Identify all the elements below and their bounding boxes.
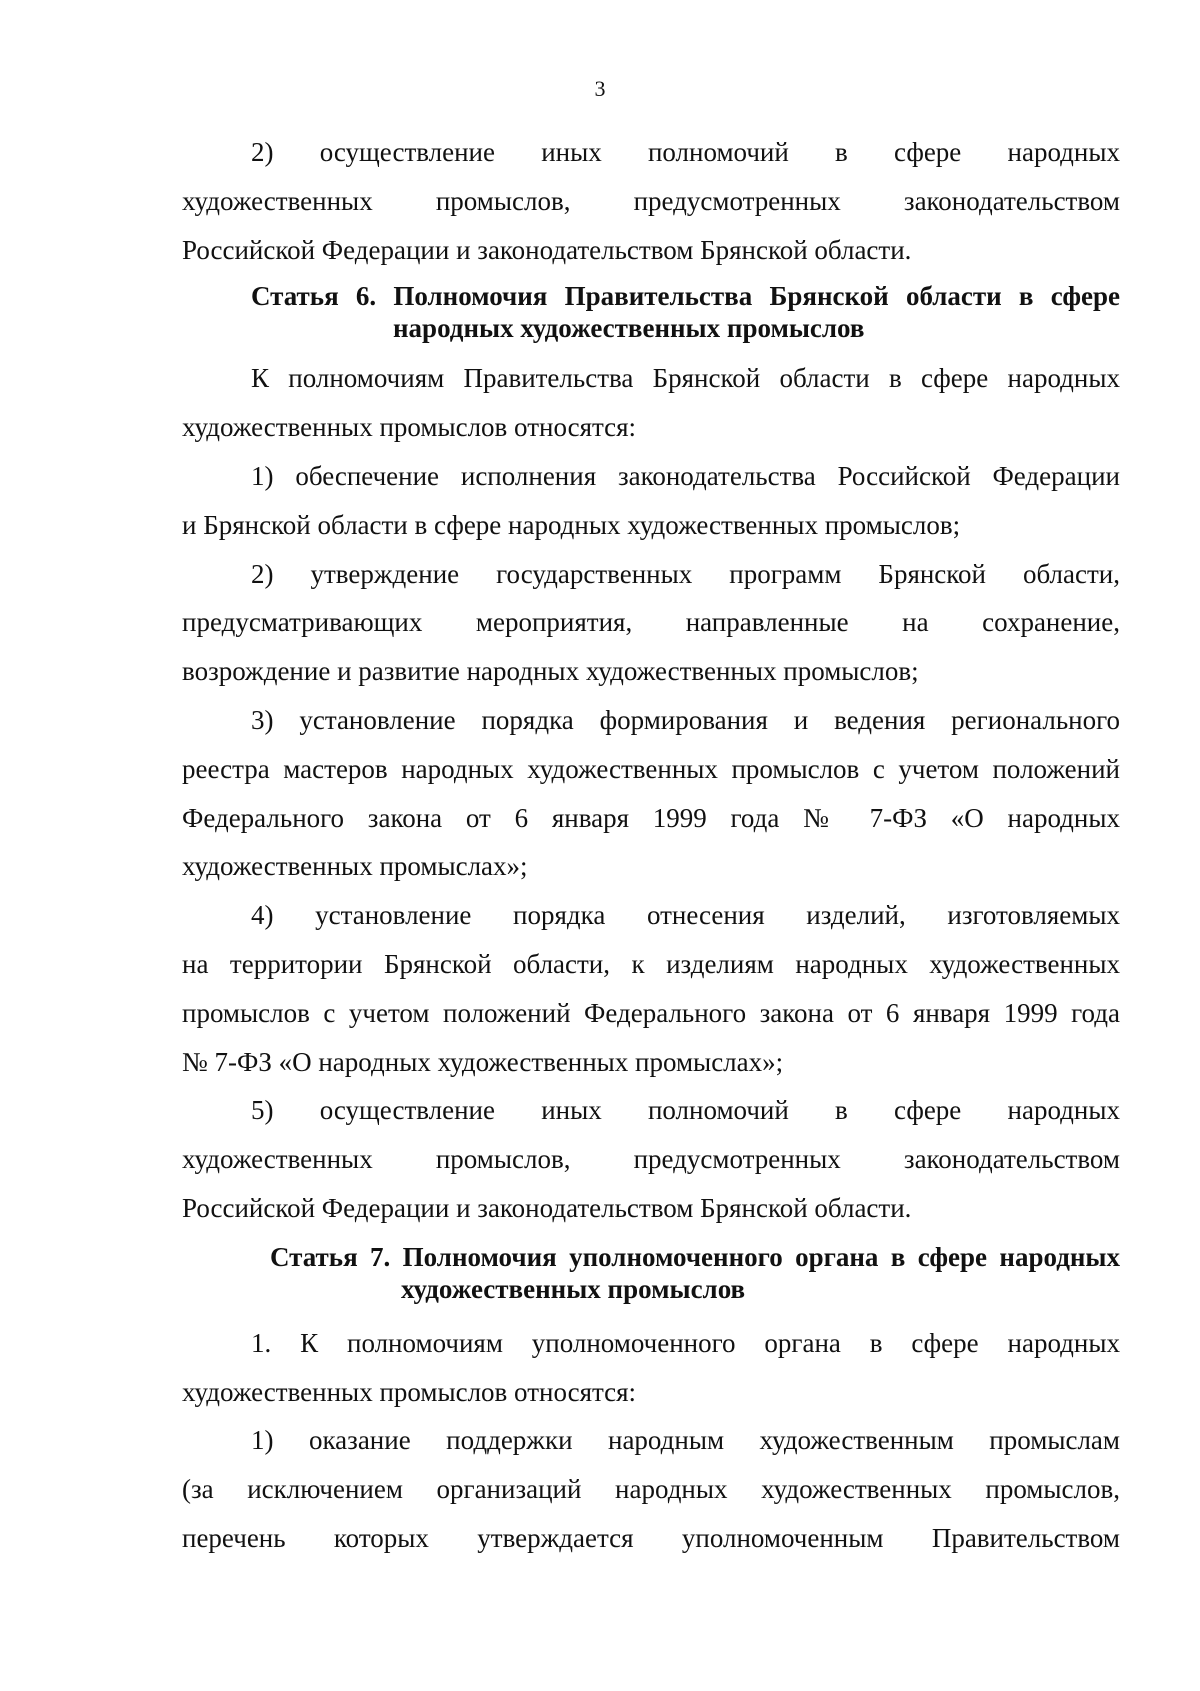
paragraph-line: 1. К полномочиям уполномоченного органа в сфере народных <box>251 1327 1120 1358</box>
list-item <box>182 550 1120 696</box>
paragraph-line: художественных промыслах»; <box>182 851 528 882</box>
paragraph-line: № 7-ФЗ «О народных художественных промыслах»; <box>182 1046 784 1077</box>
paragraph-line: промыслов с учетом положений Федерального закона от 6 января 1999 года <box>182 997 1120 1028</box>
paragraph-line: предусматривающих мероприятия, направленные на сохранение, <box>182 607 1120 638</box>
paragraph-line: К полномочиям Правительства Брянской области в сфере народных <box>251 363 1120 394</box>
list-item <box>182 128 1120 274</box>
paragraph-line: 1) оказание поддержки народным художественным промыслам <box>251 1425 1120 1456</box>
document-body <box>182 128 1120 1563</box>
article-heading-line: Статья 7. Полномочия уполномоченного органа в сфере народных <box>270 1241 1120 1272</box>
paragraph-line: Российской Федерации и законодательством Брянской области. <box>182 234 912 265</box>
paragraph-line: реестра мастеров народных художественных промыслов с учетом положений <box>182 753 1120 784</box>
paragraph-line: художественных промыслов, предусмотренных законодательством <box>182 185 1120 216</box>
list-item <box>182 452 1120 550</box>
paragraph-line: 3) установление порядка формирования и ведения регионального <box>251 704 1120 735</box>
paragraph-line: перечень которых утверждается уполномоченным Правительством <box>182 1522 1120 1553</box>
paragraph-line: 1) обеспечение исполнения законодательства Российской Федерации <box>251 460 1120 491</box>
paragraph-line: 5) осуществление иных полномочий в сфере народных <box>251 1095 1120 1126</box>
paragraph-line: художественных промыслов относятся: <box>182 412 637 443</box>
article-7-intro <box>182 1319 1120 1417</box>
paragraph-line: Российской Федерации и законодательством Брянской области. <box>182 1192 912 1223</box>
paragraph-line: Федерального закона от 6 января 1999 года № 7-ФЗ «О народных <box>182 802 1120 833</box>
paragraph-line: 2) осуществление иных полномочий в сфере народных <box>251 137 1120 167</box>
list-item <box>182 696 1120 891</box>
article-heading-line: народных художественных промыслов <box>393 313 865 344</box>
list-item <box>182 1416 1120 1562</box>
paragraph-line: художественных промыслов относятся: <box>182 1376 637 1407</box>
paragraph-line: 2) утверждение государственных программ Брянской области, <box>251 558 1120 589</box>
article-heading-line: художественных промыслов <box>401 1273 746 1304</box>
paragraph-line: на территории Брянской области, к изделиям народных художественных <box>182 948 1120 979</box>
paragraph-line: 4) установление порядка отнесения изделий, изготовляемых <box>251 900 1120 931</box>
article-7-heading <box>182 1241 1120 1305</box>
article-heading-line: Статья 6. Полномочия Правительства Брянской области в сфере <box>251 281 1120 312</box>
paragraph-line: и Брянской области в сфере народных художественных промыслов; <box>182 509 961 540</box>
paragraph-line: художественных промыслов, предусмотренных законодательством <box>182 1144 1120 1175</box>
list-item <box>182 891 1120 1086</box>
article-6-heading <box>182 280 1120 344</box>
paragraph-line: возрождение и развитие народных художественных промыслов; <box>182 656 919 687</box>
list-item <box>182 1086 1120 1232</box>
page-number: 3 <box>594 76 606 101</box>
article-6-intro <box>182 354 1120 452</box>
paragraph-line: (за исключением организаций народных художественных промыслов, <box>182 1474 1120 1505</box>
